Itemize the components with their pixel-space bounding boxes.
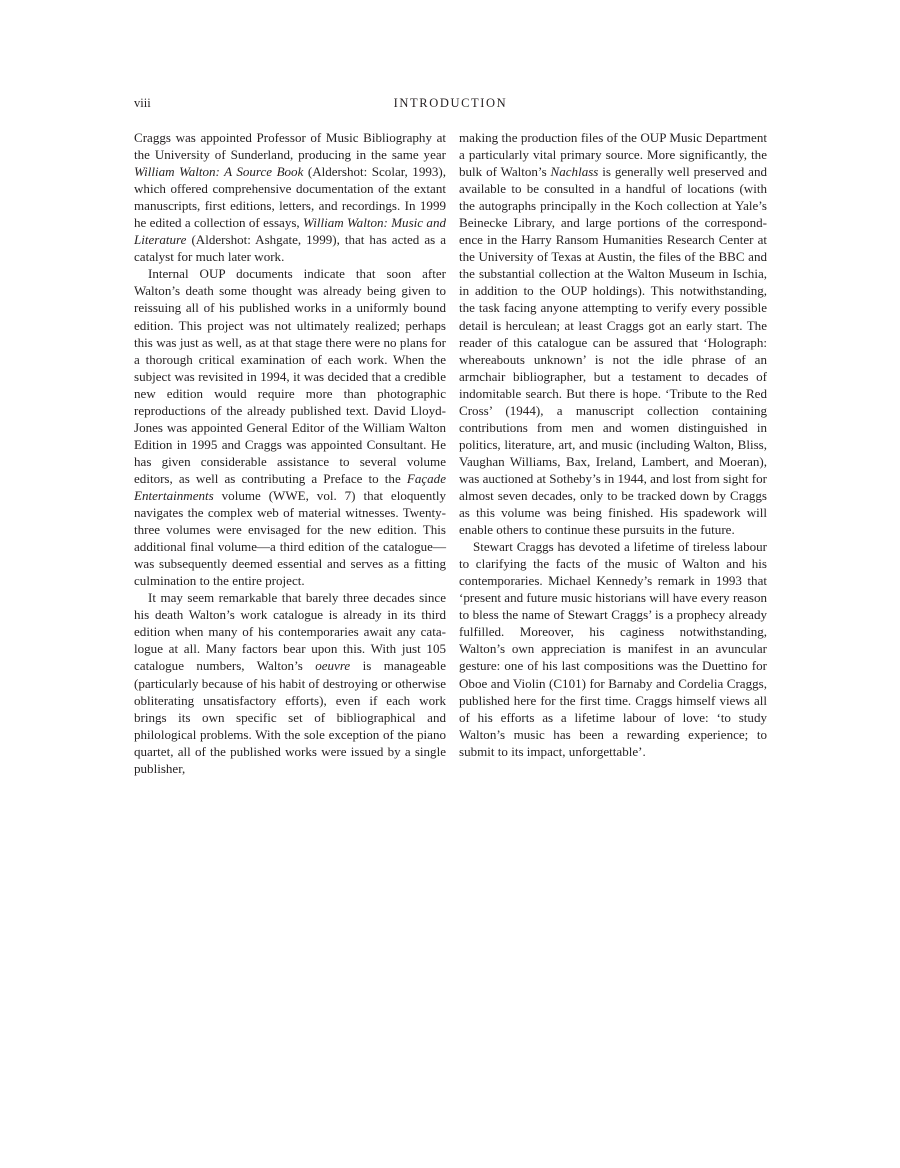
paragraph bbox=[134, 265, 446, 589]
paragraph bbox=[134, 129, 446, 265]
text-run: Stewart Craggs has devoted a lifetime of tireless labour to clarifying the facts of the music of Walton and his contemporaries. Michael Kennedy’s remark in 1993 that ‘present and future music historians will have every reason to bless the name of Stewart Craggs’ is a prophecy already fulfilled. Moreover, his caginess notwithstanding, Walton’s own appreciation is manifest in an avuncular gesture: one of his last compositions was the Duettino for Oboe and Violin (C101) for Barnaby and Cordelia Craggs, published here for the first time. Craggs himself views all of his efforts as a lifetime labour of love: ‘to study Walton’s music has been a rewarding experience; to submit to its impact, unforgettable’. bbox=[459, 539, 767, 759]
running-head-title: INTRODUCTION bbox=[393, 96, 508, 110]
right-column bbox=[459, 129, 767, 760]
text-run: Craggs was appointed Professor of Music Bibliography at the University of Sunderland, producing in the same year bbox=[134, 130, 446, 163]
text-run: is manageable (particularly because of his habit of destroying or otherwise obliterating unsatisfactory efforts), even if each work brings its own specific set of bibliographical and philological problems. With the sole exception of the piano quartet, all of the published works were issued by a single publisher, bbox=[134, 658, 446, 776]
page-number: viii bbox=[134, 96, 151, 110]
paragraph bbox=[459, 538, 767, 760]
italic-term: Nachlass bbox=[550, 164, 599, 180]
italic-term: oeuvre bbox=[315, 658, 351, 674]
paragraph bbox=[134, 589, 446, 777]
italic-title: William Walton: A Source Book bbox=[134, 164, 304, 180]
italic-title: William Walton: Music and Literature bbox=[134, 215, 447, 248]
text-run: making the production files of the OUP Music Department a particularly vital primary source. More significantly, the bulk of Walton’s bbox=[459, 130, 767, 180]
left-column bbox=[134, 129, 446, 777]
text-run: (Aldershot: Ashgate, 1999), that has acted as a catalyst for much later work. bbox=[134, 232, 446, 265]
text-run: Internal OUP documents indicate that soon after Walton’s death some thought was already being given to reissuing all of his published works in a uniformly bound edition. This project was not ultimately realized; perhaps this was just as well, as at that stage there were no plans for a thorough critical examination of each work. When the subject was revisited in 1994, it was decided that a credible new edition would require more than photographic reproductions of the already published text. David Lloyd-Jones was appointed General Editor of the William Walton Edition in 1995 and Craggs was appointed Consultant. He has given considerable assistance to several volume editors, as well as contributing a Preface to the bbox=[134, 266, 446, 486]
italic-title: Façade Entertainments bbox=[134, 470, 446, 503]
paragraph bbox=[459, 129, 767, 538]
running-head bbox=[134, 96, 767, 112]
text-run: volume (WWE, vol. 7) that eloquently navigates the complex web of material witnesses. Twenty-three volumes were envisaged for the new edition. This additional final volume—a third edition of the catalogue—was subsequently deemed essential and serves as a fitting culmination to the entire project. bbox=[134, 487, 446, 589]
text-run: (Aldershot: Scolar, 1993), which offered comprehensive documentation of the extant manuscripts, first editions, letters, and recordings. In 1999 he edited a collection of essays, bbox=[134, 164, 446, 231]
text-run: is generally well preserved and available to be consulted in a handful of locations (with the autographs principally in the Koch collection at Yale’s Beinecke Library, and large portions of the correspondence in the Harry Ransom Humanities Research Center at the University of Texas at Austin, the files of the BBC and the substantial collection at the Walton Museum in Ischia, in addition to the OUP holdings). This notwithstanding, the task facing anyone attempting to verify every possible detail is herculean; at least Craggs got an early start. The reader of this catalogue can be assured that ‘Holograph: whereabouts unknown’ is not the idle phrase of an armchair bibliographer, but a testament to decades of indomitable search. But there is hope. ‘Tribute to the Red Cross’ (1944), a manuscript collection containing contributions from men and women distinguished in politics, literature, art, and music (including Walton, Bliss, Vaughan Williams, Bax, Ireland, Lambert, and Moeran), was auctioned at Sotheby’s in 1944, and lost from sight for almost seven decades, only to be tracked down by Craggs as this volume was being finished. His spadework will enable others to continue these pursuits in the future. bbox=[459, 164, 768, 538]
text-run: It may seem remarkable that barely three decades since his death Walton’s work catalogue is already in its third edition when many of his contemporaries await any catalogue at all. Many factors bear upon this. With just 105 catalogue numbers, Walton’s bbox=[134, 590, 446, 674]
